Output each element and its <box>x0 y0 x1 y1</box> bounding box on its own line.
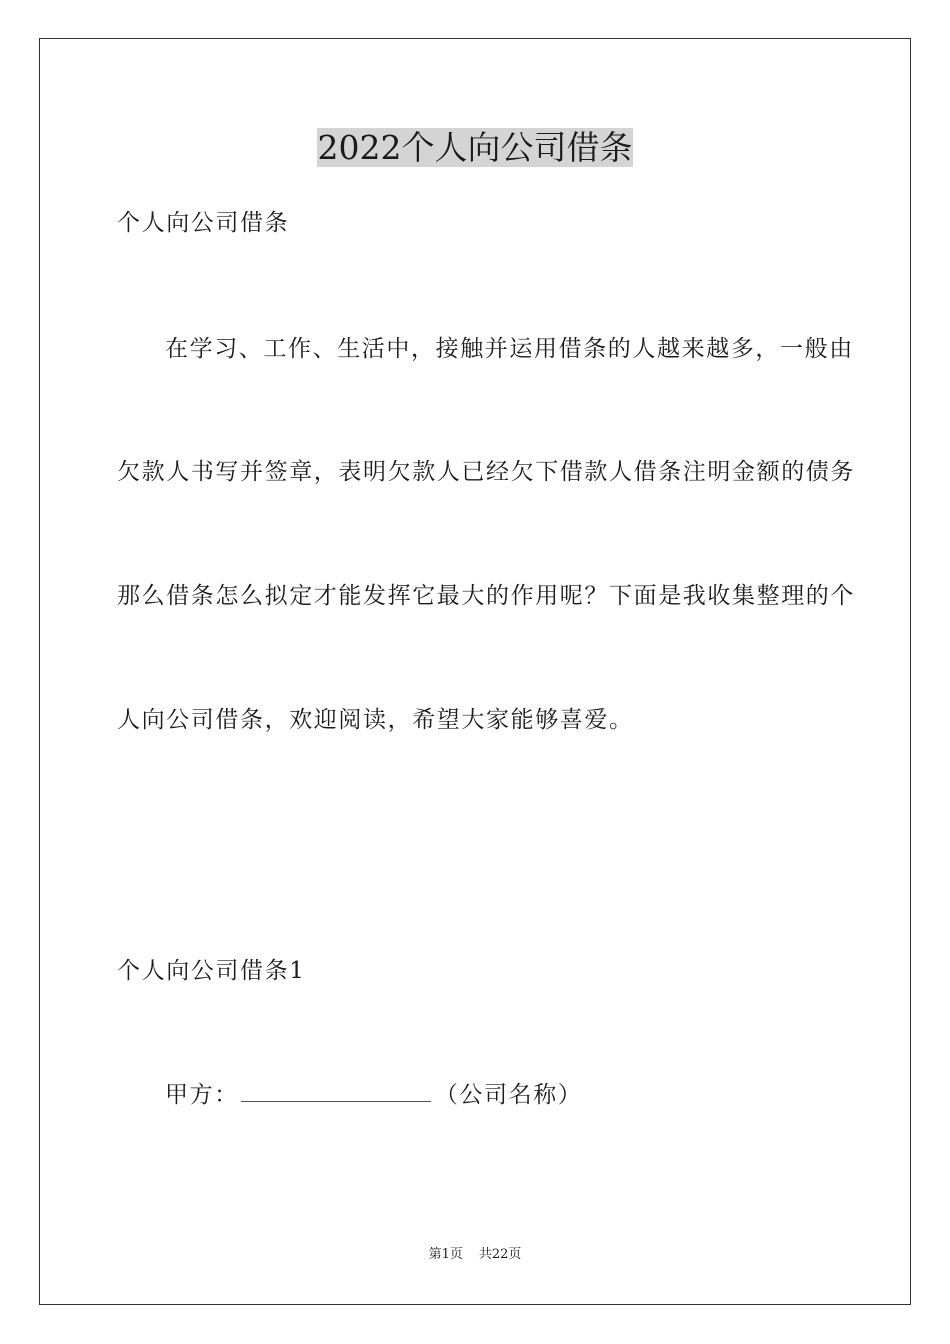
party-a-blank-field <box>241 1079 431 1102</box>
document-title <box>0 124 950 172</box>
intro-line-3: 那么借条怎么拟定才能发挥它最大的作用呢？下面是我收集整理的个 <box>117 583 855 609</box>
page-footer <box>0 1246 950 1264</box>
intro-line-4: 人向公司借条，欢迎阅读，希望大家能够喜爱。 <box>117 707 634 733</box>
party-a-hint: （公司名称） <box>434 1082 583 1108</box>
party-a-label: 甲方： <box>165 1082 239 1108</box>
document-title-text: 2022个人向公司借条 <box>317 128 633 167</box>
party-a-line <box>165 1079 582 1111</box>
intro-line-1: 在学习、工作、生活中，接触并运用借条的人越来越多，一般由 <box>165 336 854 362</box>
total-page-count: 共22页 <box>478 1247 522 1262</box>
intro-line-2: 欠款人书写并签章，表明欠款人已经欠下借款人借条注明金额的债务 <box>117 459 855 485</box>
current-page-number: 第1页 <box>428 1247 463 1262</box>
section-heading: 个人向公司借条1 <box>117 958 306 984</box>
document-subtitle: 个人向公司借条 <box>117 210 290 236</box>
